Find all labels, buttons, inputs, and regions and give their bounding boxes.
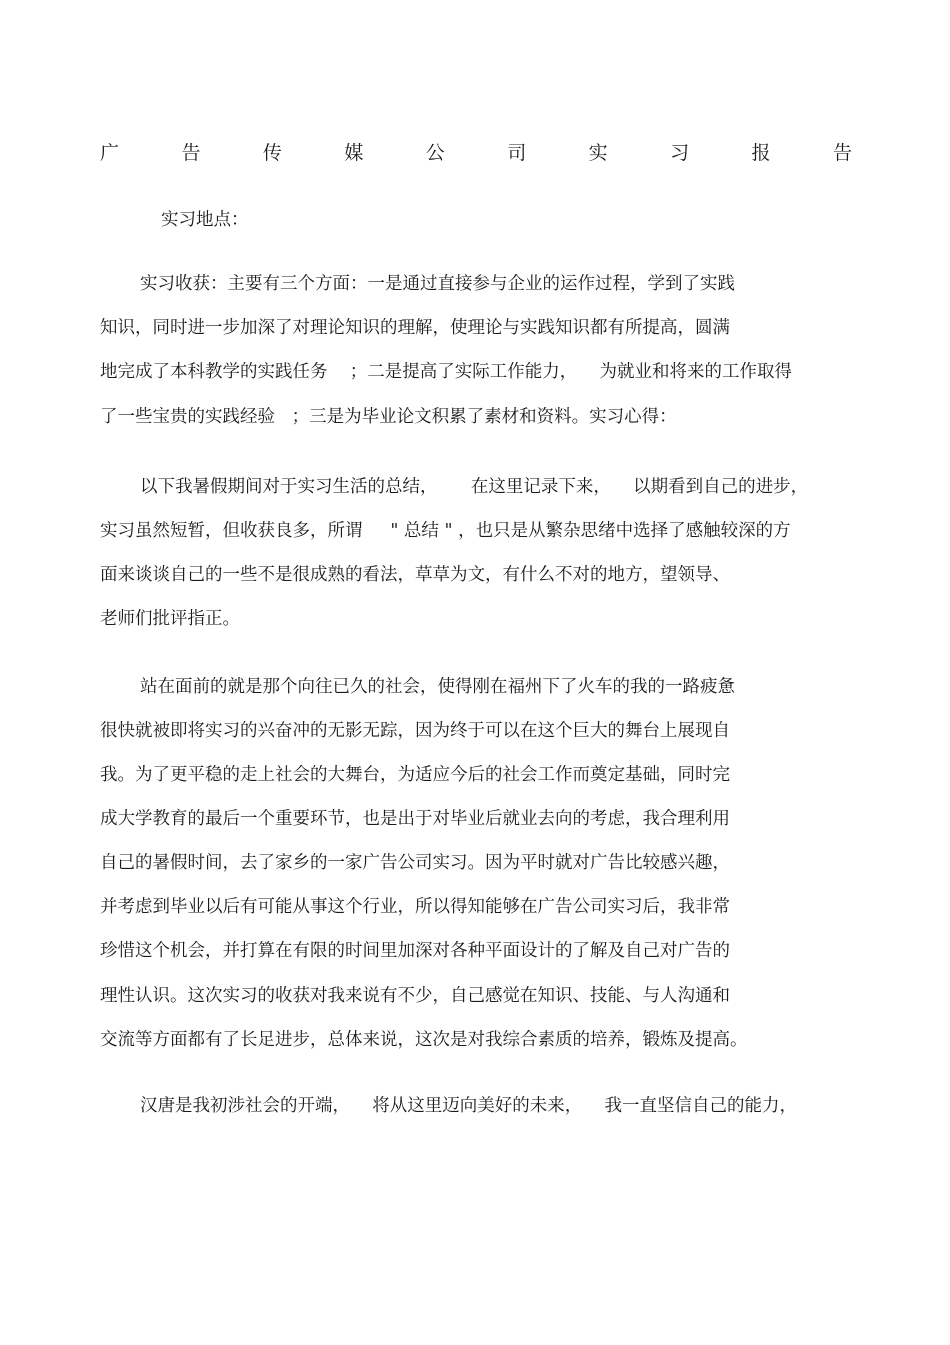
paragraph-3-line: 自己的暑假时间，去了家乡的一家广告公司实习。因为平时就对广告比较感兴趣，: [100, 853, 730, 873]
paragraph-3-line: 站在面前的就是那个向往已久的社会，使得刚在福州下了火车的我的一路疲惫: [140, 677, 735, 697]
document-title: [100, 140, 852, 166]
title-char: 习: [670, 142, 690, 164]
paragraph-1-line: 地完成了本科教学的实践任务 ；二是提高了实际工作能力， 为就业和将来的工作取得: [100, 362, 792, 382]
title-char: 广: [100, 142, 120, 164]
title-char: 司: [507, 142, 527, 164]
title-char: 实: [588, 142, 608, 164]
paragraph-2-line: 实习虽然短暂，但收获良多，所谓 " 总结 " ，也只是从繁杂思绪中选择了感触较深的方: [100, 521, 791, 541]
location-label: 实习地点：: [161, 210, 249, 230]
title-char: 公: [425, 142, 445, 164]
paragraph-3-line: 并考虑到毕业以后有可能从事这个行业，所以得知能够在广告公司实习后，我非常: [100, 897, 730, 917]
paragraph-1-line: 了一些宝贵的实践经验 ；三是为毕业论文积累了素材和资料。实习心得：: [100, 407, 677, 427]
paragraph-1-line: 实习收获：主要有三个方面：一是通过直接参与企业的运作过程，学到了实践: [140, 274, 735, 294]
paragraph-3-line: 我。为了更平稳的走上社会的大舞台，为适应今后的社会工作而奠定基础，同时完: [100, 765, 730, 785]
title-char: 传: [262, 142, 282, 164]
paragraph-2-line: 面来谈谈自己的一些不是很成熟的看法，草草为文，有什么不对的地方，望领导、: [100, 565, 730, 585]
title-char: 告: [181, 142, 201, 164]
paragraph-2-line: 老师们批评指正。: [100, 609, 240, 629]
title-char: 媒: [344, 142, 364, 164]
paragraph-3-line: 很快就被即将实习的兴奋冲的无影无踪，因为终于可以在这个巨大的舞台上展现自: [100, 721, 730, 741]
paragraph-1-line: 知识，同时进一步加深了对理论知识的理解，使理论与实践知识都有所提高，圆满: [100, 318, 730, 338]
paragraph-3-line: 成大学教育的最后一个重要环节，也是出于对毕业后就业去向的考虑，我合理利用: [100, 809, 730, 829]
paragraph-4-line: 汉唐是我初涉社会的开端， 将从这里迈向美好的未来， 我一直坚信自己的能力，: [140, 1096, 797, 1116]
title-char: 告: [832, 142, 852, 164]
paragraph-2-line: 以下我暑假期间对于实习生活的总结， 在这里记录下来， 以期看到自己的进步，: [140, 477, 809, 497]
title-char: 报: [751, 142, 771, 164]
paragraph-3-line: 珍惜这个机会，并打算在有限的时间里加深对各种平面设计的了解及自己对广告的: [100, 941, 730, 961]
paragraph-3-line: 理性认识。这次实习的收获对我来说有不少，自己感觉在知识、技能、与人沟通和: [100, 986, 730, 1006]
paragraph-3-line: 交流等方面都有了长足进步，总体来说，这次是对我综合素质的培养，锻炼及提高。: [100, 1030, 748, 1050]
